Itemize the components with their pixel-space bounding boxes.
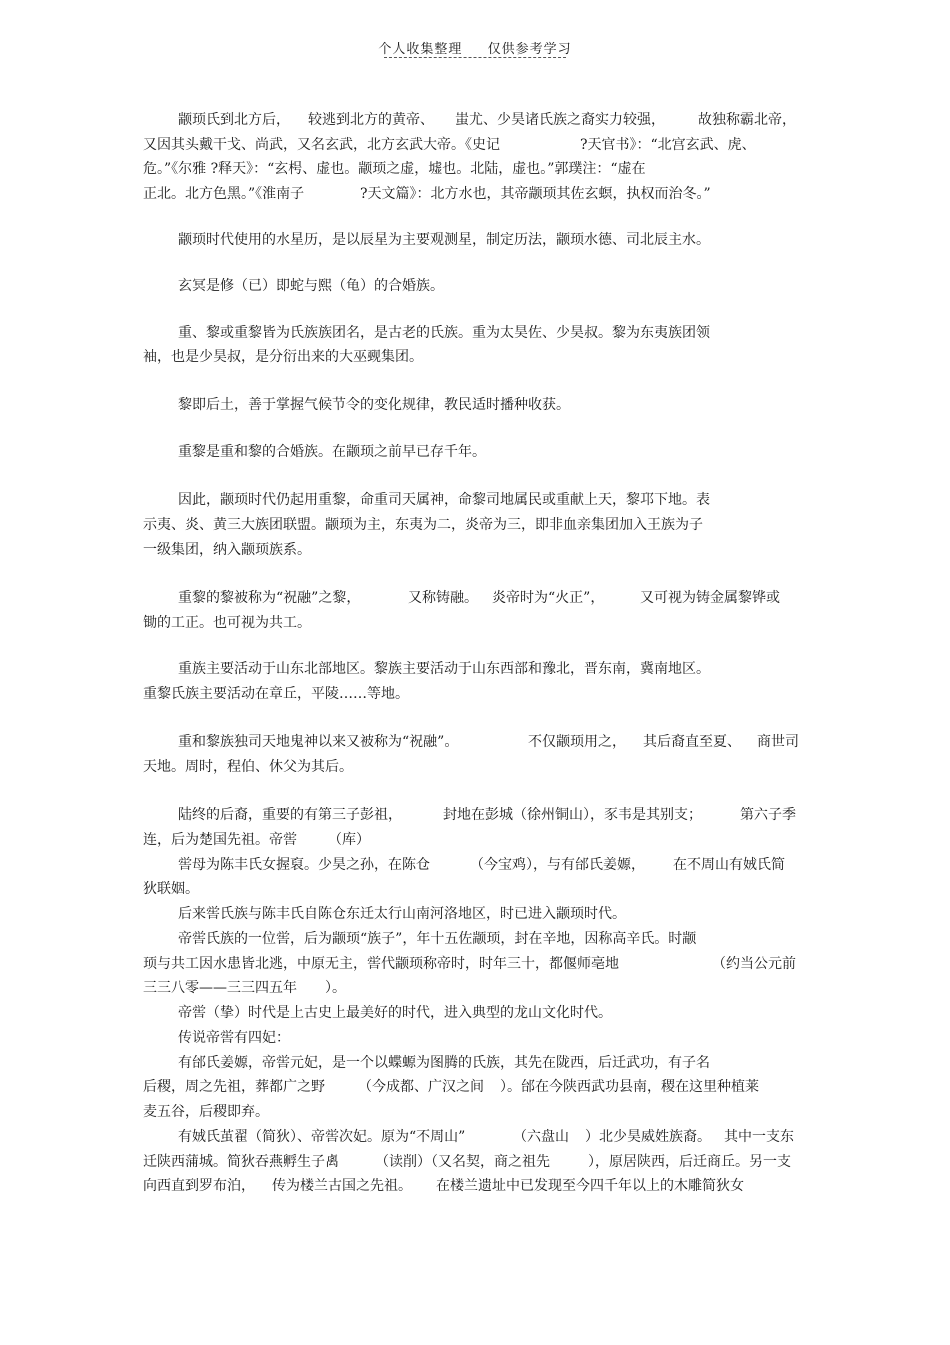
text-line bbox=[0, 275, 950, 297]
text-segment: 天地。周时，程伯、休父为其后。 bbox=[143, 759, 353, 775]
text-segment: 又可视为铸金属黎铧或 bbox=[640, 590, 780, 606]
text-segment: ）。邰在今陕西武功县南，稷在这里种植莱 bbox=[500, 1079, 759, 1095]
text-line bbox=[0, 229, 950, 251]
text-segment: 麦五谷，后稷即弃。 bbox=[143, 1104, 269, 1120]
text-segment: 其后裔直至夏、 bbox=[643, 734, 741, 750]
text-line bbox=[0, 539, 950, 561]
header-left-text: 个人收集整理 bbox=[378, 42, 463, 57]
text-line bbox=[0, 928, 950, 950]
text-segment: ?天官书》：“北宫玄武、虎、 bbox=[580, 137, 756, 153]
text-line bbox=[0, 322, 950, 344]
text-line bbox=[0, 612, 950, 634]
text-segment: 较逃到北方的黄帝、 bbox=[308, 112, 434, 128]
text-line bbox=[0, 903, 950, 925]
text-segment: （读削）（又名契，商之祖先 bbox=[375, 1154, 550, 1170]
text-segment: 正北。北方色黑。”《淮南子 bbox=[143, 186, 305, 202]
text-segment: （六盘山 bbox=[513, 1129, 569, 1145]
text-segment: 锄的工正。也可视为共工。 bbox=[143, 615, 311, 631]
text-segment: 因此，颛顼时代仍起用重黎，命重司天属神，命黎司地属民或重献上天，黎邛下地。表 bbox=[178, 492, 710, 508]
text-line bbox=[0, 489, 950, 511]
text-segment: 传为楼兰古国之先祖。 bbox=[272, 1178, 412, 1194]
text-segment: 故独称霸北帝， bbox=[698, 112, 796, 128]
text-segment: 又因其头戴干戈、尚武，又名玄武，北方玄武大帝。《史记 bbox=[143, 137, 500, 153]
text-segment: 危。”《尔雅 ?释天》：“玄枵、虚也。颛顼之虚，墟也。北陆，虚也。”郭璞注：“虚在 bbox=[143, 161, 646, 177]
text-line bbox=[0, 804, 950, 826]
text-segment: 帝喾（挚）时代是上古史上最美好的时代，进入典型的龙山文化时代。 bbox=[178, 1005, 612, 1021]
text-segment: 炎帝时为“火正”， bbox=[492, 590, 605, 606]
text-segment: 封地在彭城（徐州铜山），豕韦是其别支； bbox=[443, 807, 702, 823]
text-segment: 袖，也是少昊叔，是分衍出来的大巫觋集团。 bbox=[143, 349, 423, 365]
text-line bbox=[0, 109, 950, 131]
text-segment: 喾母为陈丰氏女握裒。少昊之孙，在陈仓 bbox=[178, 857, 430, 873]
text-line bbox=[0, 514, 950, 536]
text-line bbox=[0, 1076, 950, 1098]
text-segment: 有邰氏姜嫄，帝喾元妃，是一个以蝶螈为图腾的氏族，其先在陇西，后迁武功，有子名 bbox=[178, 1055, 710, 1071]
text-line bbox=[0, 1101, 950, 1123]
text-line bbox=[0, 1052, 950, 1074]
text-segment: 玄冥是修（已）即蛇与熙（龟）的合婚族。 bbox=[178, 278, 444, 294]
text-segment: 黎即后土，善于掌握气候节令的变化规律，教民适时播种收获。 bbox=[178, 397, 570, 413]
text-line bbox=[0, 1151, 950, 1173]
text-line bbox=[0, 134, 950, 156]
text-segment: 陆终的后裔，重要的有第三子彭祖， bbox=[178, 807, 402, 823]
text-segment: 蚩尤、少昊诸氏族之裔实力较强， bbox=[455, 112, 665, 128]
text-line bbox=[0, 1027, 950, 1049]
text-segment: ?天文篇》：北方水也，其帝颛顼其佐玄螟，执权而治冬。” bbox=[360, 186, 711, 202]
text-segment: 示夷、炎、黄三大族团联盟。颛顼为主，东夷为二，炎帝为三，即非血亲集团加入王族为子 bbox=[143, 517, 703, 533]
text-line bbox=[0, 829, 950, 851]
text-segment: 在不周山有娀氏简 bbox=[673, 857, 785, 873]
text-line bbox=[0, 953, 950, 975]
text-line bbox=[0, 1002, 950, 1024]
text-segment: 后来喾氏族与陈丰氏自陈仓东迁太行山南河洛地区，时已进入颛顼时代。 bbox=[178, 906, 626, 922]
text-line bbox=[0, 854, 950, 876]
text-segment: 三三八零——三三四五年 bbox=[143, 980, 297, 996]
text-segment: 又称铸融。 bbox=[408, 590, 478, 606]
text-segment: 商世司 bbox=[757, 734, 799, 750]
text-line bbox=[0, 878, 950, 900]
text-segment: 重黎氏族主要活动在章丘，平陵……等地。 bbox=[143, 686, 409, 702]
text-segment: ），原居陕西，后迁商丘。另一支 bbox=[588, 1154, 791, 1170]
text-segment: 重和黎族独司天地鬼神以来又被称为“祝融”。 bbox=[178, 734, 459, 750]
text-segment: 其中一支东 bbox=[724, 1129, 794, 1145]
text-segment: （约当公元前 bbox=[712, 956, 796, 972]
text-segment: 在楼兰遗址中已发现至今四千年以上的木雕简狄女 bbox=[436, 1178, 744, 1194]
text-segment: 不仅颛顼用之， bbox=[528, 734, 626, 750]
header-rule bbox=[384, 57, 566, 58]
text-segment: 重、黎或重黎皆为氏族族团名，是古老的氏族。重为太昊佐、少昊叔。黎为东夷族团领 bbox=[178, 325, 710, 341]
text-line bbox=[0, 441, 950, 463]
text-segment: 重族主要活动于山东北部地区。黎族主要活动于山东西部和豫北，晋东南，冀南地区。 bbox=[178, 661, 710, 677]
text-segment: 有娀氏茧翟（简狄）、帝喾次妃。原为“不周山” bbox=[178, 1129, 466, 1145]
text-line bbox=[0, 1126, 950, 1148]
text-line bbox=[0, 587, 950, 609]
text-segment: 颛顼时代使用的水星历，是以辰星为主要观测星，制定历法，颛顼水德、司北辰主水。 bbox=[178, 232, 710, 248]
text-segment: 向西直到罗布泊， bbox=[143, 1178, 255, 1194]
text-line bbox=[0, 683, 950, 705]
page-header bbox=[0, 38, 950, 57]
text-segment: （今成都、广汉之间 bbox=[358, 1079, 484, 1095]
text-segment: 连，后为楚国先祖。帝喾 bbox=[143, 832, 297, 848]
text-segment: 颛顼氏到北方后， bbox=[178, 112, 290, 128]
text-segment: （库） bbox=[328, 832, 370, 848]
text-line bbox=[0, 183, 950, 205]
text-segment: 一级集团，纳入颛顼族系。 bbox=[143, 542, 311, 558]
text-segment: 重黎的黎被称为“祝融”之黎， bbox=[178, 590, 361, 606]
header-right-text: 仅供参考学习 bbox=[487, 42, 572, 57]
text-segment: 迁陕西蒲城。简狄吞燕孵生子禼 bbox=[143, 1154, 339, 1170]
text-line bbox=[0, 346, 950, 368]
text-line bbox=[0, 158, 950, 180]
text-line bbox=[0, 731, 950, 753]
text-line bbox=[0, 756, 950, 778]
text-segment: 帝喾氏族的一位喾，后为颛顼“族子”，年十五佐颛顼，封在辛地，因称高辛氏。时颛 bbox=[178, 931, 697, 947]
text-segment: ）。 bbox=[325, 980, 346, 996]
text-line bbox=[0, 1175, 950, 1197]
text-segment: ）北少昊威姓族裔。 bbox=[585, 1129, 711, 1145]
text-segment: 传说帝喾有四妃： bbox=[178, 1030, 290, 1046]
text-segment: 重黎是重和黎的合婚族。在颛顼之前早已存千年。 bbox=[178, 444, 486, 460]
text-segment: （今宝鸡），与有邰氏姜嫄， bbox=[470, 857, 645, 873]
text-segment: 狄联姻。 bbox=[143, 881, 199, 897]
text-line bbox=[0, 658, 950, 680]
text-line bbox=[0, 394, 950, 416]
text-segment: 第六子季 bbox=[740, 807, 796, 823]
text-segment: 后稷，周之先祖，葬都广之野 bbox=[143, 1079, 325, 1095]
text-segment: 顼与共工因水患皆北逃，中原无主，喾代颛顼称帝时，时年三十，都偃师亳地 bbox=[143, 956, 619, 972]
text-line bbox=[0, 977, 950, 999]
